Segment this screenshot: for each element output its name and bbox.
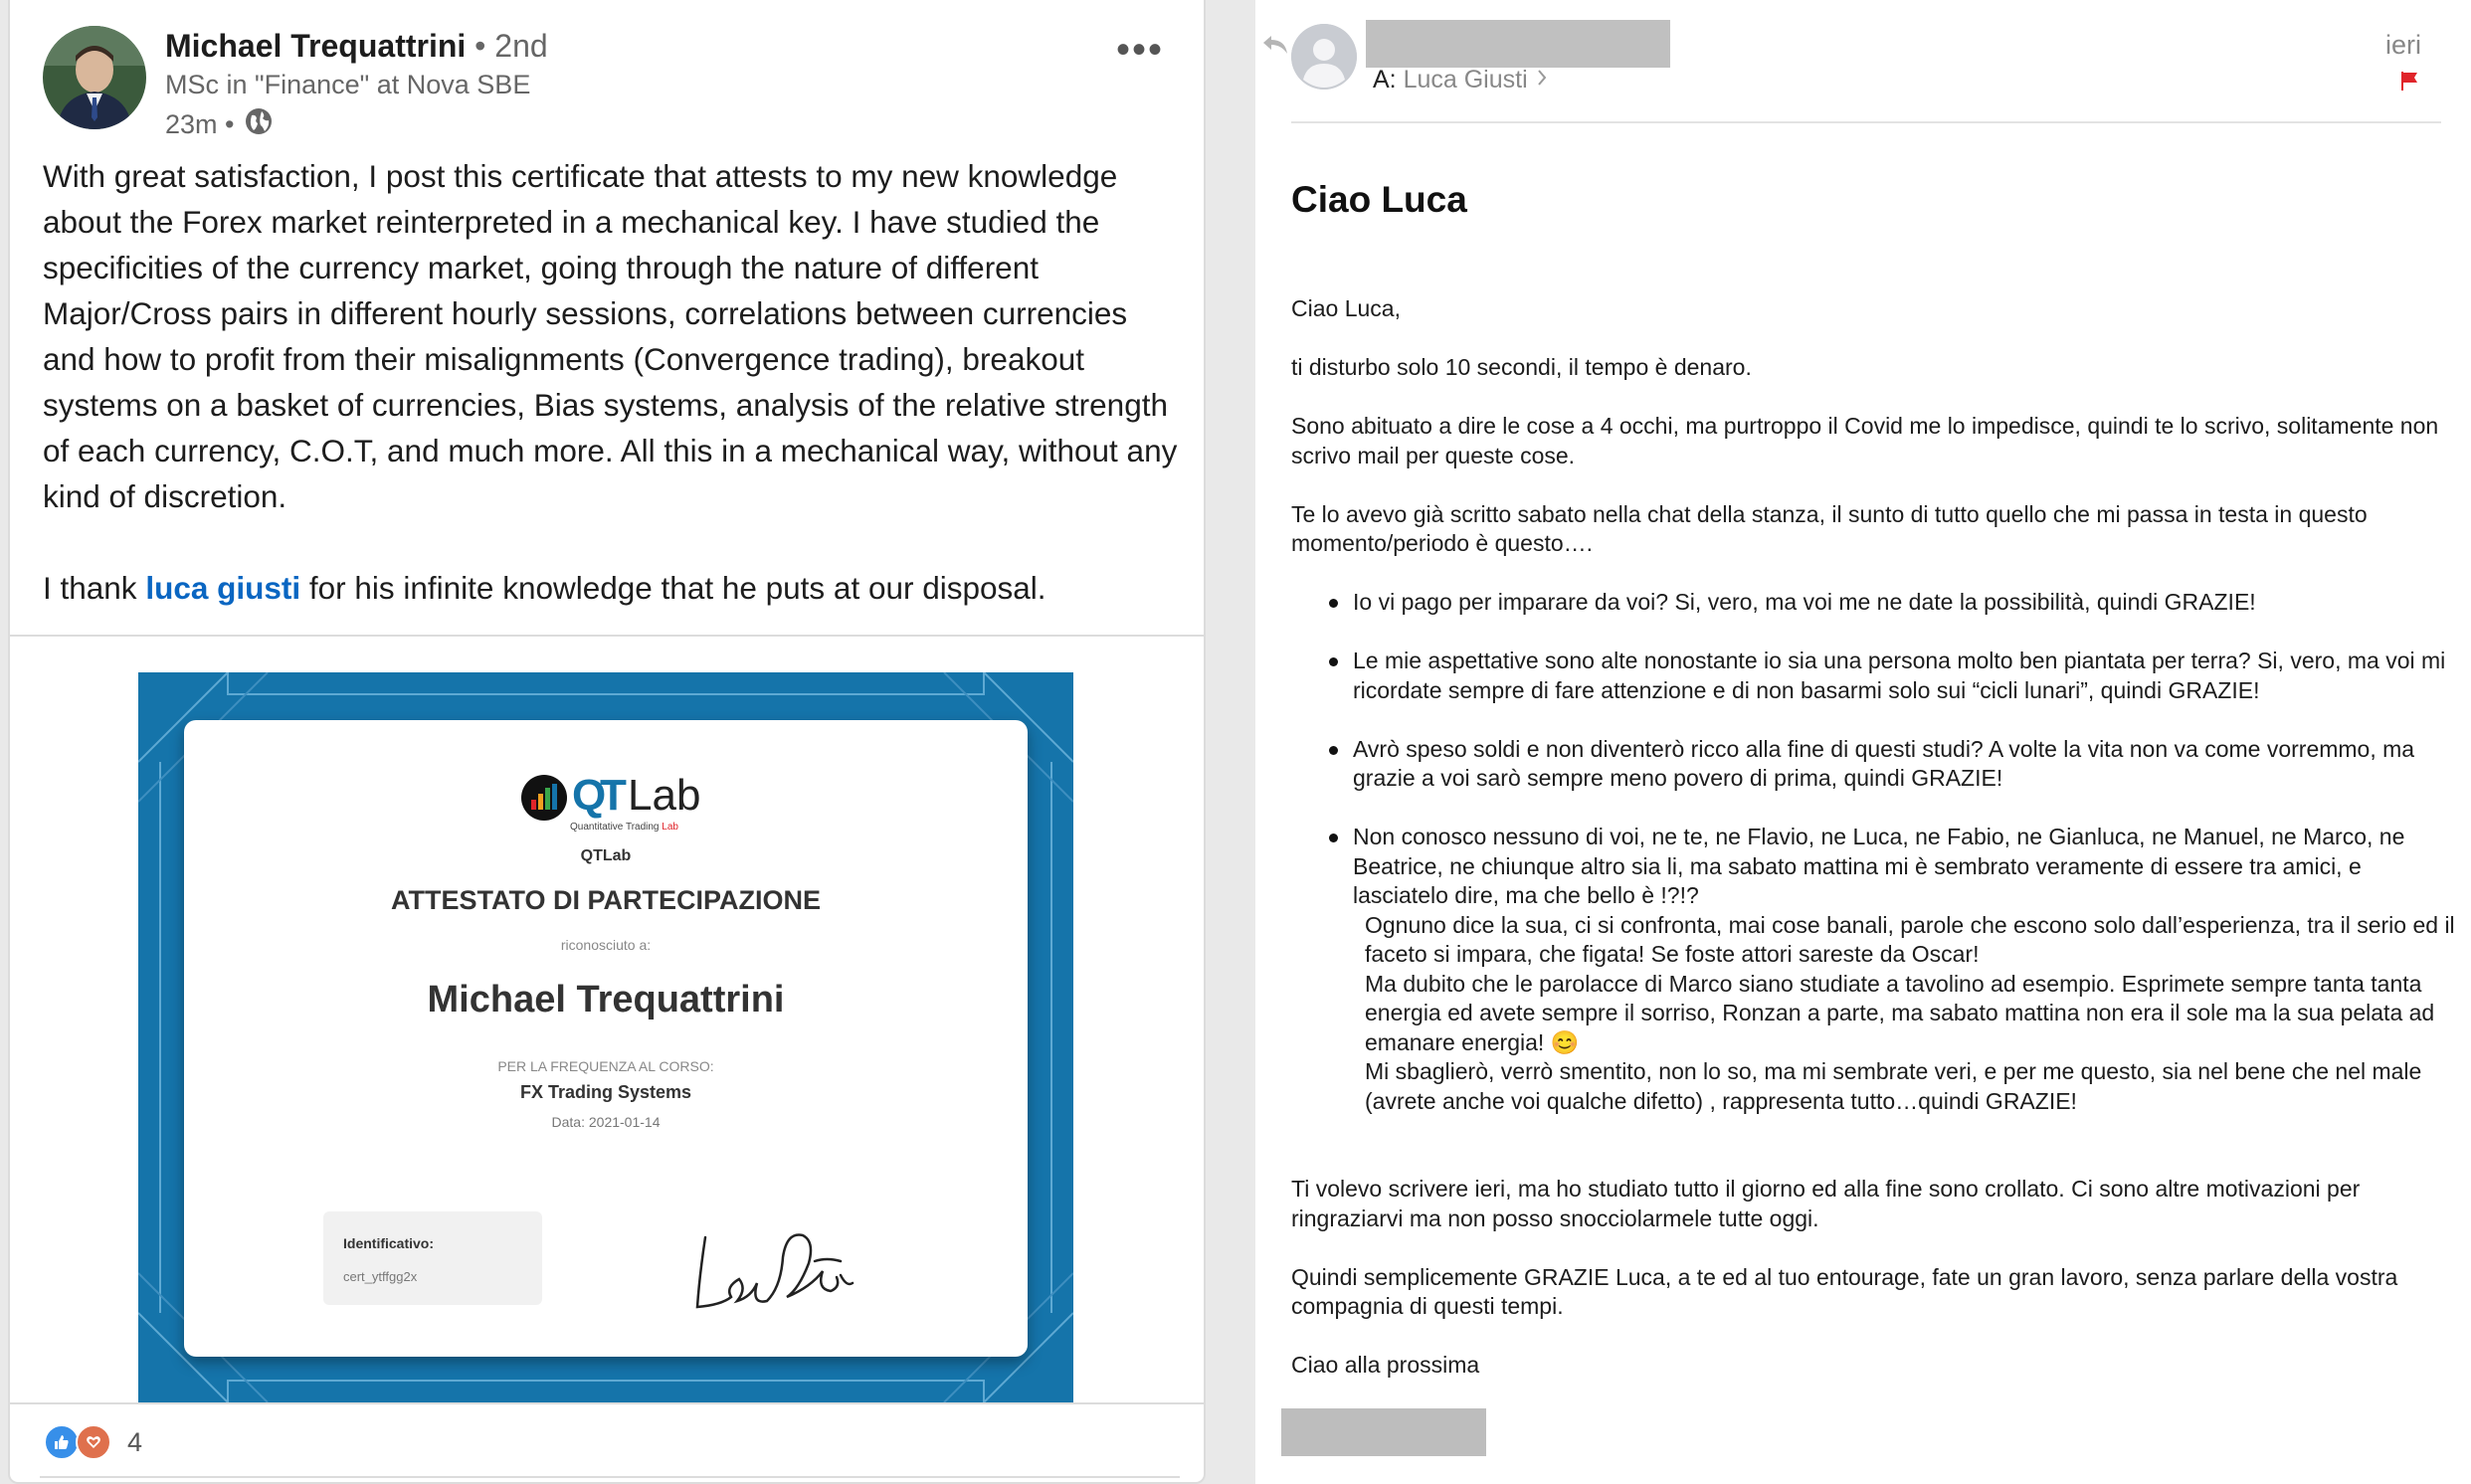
divider: [10, 635, 1206, 637]
list-item-continuation: Ma dubito che le parolacce di Marco siano studiate a tavolino ad esempio. Esprimete sempre tanta tanta energia ed avete sempre il sorriso, Ronzan a parte, ma sabato mattina non era il sole ma la sua pelata ad emanare energia! 😊: [1365, 970, 2435, 1055]
reaction-count[interactable]: 4: [127, 1426, 143, 1457]
email-paragraph: Quindi semplicemente GRAZIE Luca, a te ed al tuo entourage, fate un gran lavoro, senza parlare della vostra compagnia di questi tempi.: [1291, 1263, 2398, 1319]
qtlab-logo-icon: [520, 774, 568, 822]
certificate-paper: [184, 720, 1028, 1357]
certificate-date: Data: 2021-01-14: [551, 1114, 661, 1130]
flag-icon[interactable]: [2399, 70, 2419, 96]
list-item: Avrò speso soldi e non diventerò ricco alla fine di questi studi? A volte la vita non va come vorremmo, ma grazie a voi sarò sempre meno povero di prima, quindi GRAZIE!: [1353, 735, 2455, 794]
logo-tagline-accent: Lab: [662, 822, 678, 833]
signature: [691, 1217, 860, 1317]
email-greeting: Ciao Luca,: [1291, 295, 1401, 321]
email-subject: Ciao Luca: [1291, 179, 1467, 220]
certificate-id-box: [323, 1211, 542, 1305]
certificate-recipient: Michael Trequattrini: [427, 979, 785, 1020]
email-closing: Ciao alla prossima: [1291, 1352, 1480, 1378]
email-date: ieri: [2385, 30, 2422, 60]
list-item: [1353, 823, 2455, 1116]
certificate-title: ATTESTATO DI PARTECIPAZIONE: [391, 885, 821, 915]
qtlab-logo: [520, 772, 729, 835]
certificate-course-label: PER LA FREQUENZA AL CORSO:: [497, 1058, 714, 1074]
list-item: Le mie aspettative sono alte nonostante io sia una persona molto ben piantata per terra? Si, vero, ma voi mi ricordate sempre di fare attenzione e di non basarmi solo sui “cicli lunari”, quindi GRAZIE!: [1353, 647, 2455, 705]
to-label: A:: [1373, 66, 1397, 93]
signature-redacted: [1281, 1408, 1486, 1456]
email-paragraph: Ti volevo scrivere ieri, ma ho studiato tutto il giorno ed alla fine sono crollato. Ci sono altre motivazioni per ringraziarvi ma non posso snocciolarmele tutte oggi.: [1291, 1176, 2361, 1231]
logo-t: T: [600, 771, 627, 820]
certificate-id-label: Identificativo:: [343, 1235, 435, 1251]
divider: [40, 1476, 1180, 1478]
sender-avatar[interactable]: [1291, 24, 1357, 90]
certificate-recognized-label: riconosciuto a:: [560, 937, 652, 953]
email-paragraph: Te lo avevo già scritto sabato nella chat della stanza, il sunto di tutto quello che mi passa in testa in questo momento/periodo è questo….: [1291, 500, 2368, 556]
author-name-row[interactable]: [165, 28, 548, 65]
header-divider: [1291, 121, 2441, 123]
certificate-course: FX Trading Systems: [519, 1082, 692, 1102]
thanks-text-before: I thank: [43, 570, 146, 606]
post-time: 23m •: [165, 109, 235, 139]
love-reaction-icon: [76, 1424, 111, 1460]
reactions-bar[interactable]: [44, 1424, 142, 1460]
divider: [10, 1402, 1206, 1404]
certificate-brand: QTLab: [580, 847, 632, 864]
globe-icon: [244, 106, 274, 143]
post-body: [43, 153, 1187, 611]
author-avatar[interactable]: [43, 26, 146, 129]
logo-lab: Lab: [628, 771, 701, 820]
list-item-continuation: Mi sbaglierò, verrò smentito, non lo so, ma mi sembrate veri, e per me questo, sia nel bene che nel male (avrete anche voi qualche difetto) , rappresenta tutto…quindi GRAZIE!: [1365, 1058, 2422, 1114]
recipient-name[interactable]: Luca Giusti: [1403, 66, 1528, 93]
chevron-right-icon: [1535, 66, 1549, 93]
thanks-text-after: for his infinite knowledge that he puts at our disposal.: [300, 570, 1046, 606]
logo-tagline: [570, 822, 678, 833]
more-options-button[interactable]: •••: [1116, 28, 1165, 72]
email-paragraph: ti disturbo solo 10 secondi, il tempo è denaro.: [1291, 354, 1752, 380]
post-thanks: [43, 565, 1187, 611]
connection-degree: • 2nd: [475, 28, 548, 64]
replied-arrow-icon: [1261, 30, 1289, 64]
like-reaction-icon: [44, 1424, 80, 1460]
recipient-row[interactable]: [1373, 66, 1549, 94]
email-paragraph: Sono abituato a dire le cose a 4 occhi, ma purtroppo il Covid me lo impedisce, quindi te lo scrivo, solitamente non scrivo mail per queste cose.: [1291, 413, 2439, 468]
author-name[interactable]: Michael Trequattrini: [165, 28, 467, 64]
mention-link[interactable]: luca giusti: [145, 570, 301, 606]
logo-q: Q: [572, 771, 607, 820]
certificate-image[interactable]: [138, 672, 1073, 1402]
post-text: With great satisfaction, I post this certificate that attests to my new knowledge about the Forex market reinterpreted in a mechanical key. I have studied the specificities of the currency market, going through the nature of different Major/Cross pairs in different hourly sessions, correlations between currencies and how to profit from their misalignments (Convergence trading), breakout systems on a basket of currencies, Bias systems, analysis of the relative strength of each currency, C.O.T, and much more. All this in a mechanical way, without any kind of discretion.: [43, 158, 1178, 514]
list-item: Io vi pago per imparare da voi? Si, vero, ma voi me ne date la possibilità, quindi GRAZIE!: [1353, 588, 2455, 618]
linkedin-post-card: [8, 0, 1206, 1484]
person-icon: [1291, 24, 1357, 90]
post-meta: [165, 106, 274, 143]
email-body: [1291, 294, 2455, 1409]
sender-name-redacted: [1366, 20, 1670, 68]
certificate-id-value: cert_ytffgg2x: [343, 1269, 418, 1284]
email-message: [1255, 0, 2471, 1484]
list-item-text: Non conosco nessuno di voi, ne te, ne Flavio, ne Luca, ne Fabio, ne Gianluca, ne Manuel, ne Marco, ne Beatrice, ne chiunque altro sia li, ma sabato mattina mi è sembrato veramente di essere tra amici, e lasciatelo dire, ma che bello è !?!?: [1353, 824, 2405, 908]
author-headline: MSc in "Finance" at Nova SBE: [165, 70, 531, 99]
logo-tagline-main: Quantitative Trading: [570, 822, 663, 833]
email-bullet-list: [1291, 588, 2455, 1116]
list-item-continuation: Ognuno dice la sua, ci si confronta, mai cose banali, parole che escono solo dall’esperienza, tra il serio ed il faceto si impara, che figata! Se foste attori sareste da Oscar!: [1365, 911, 2455, 967]
